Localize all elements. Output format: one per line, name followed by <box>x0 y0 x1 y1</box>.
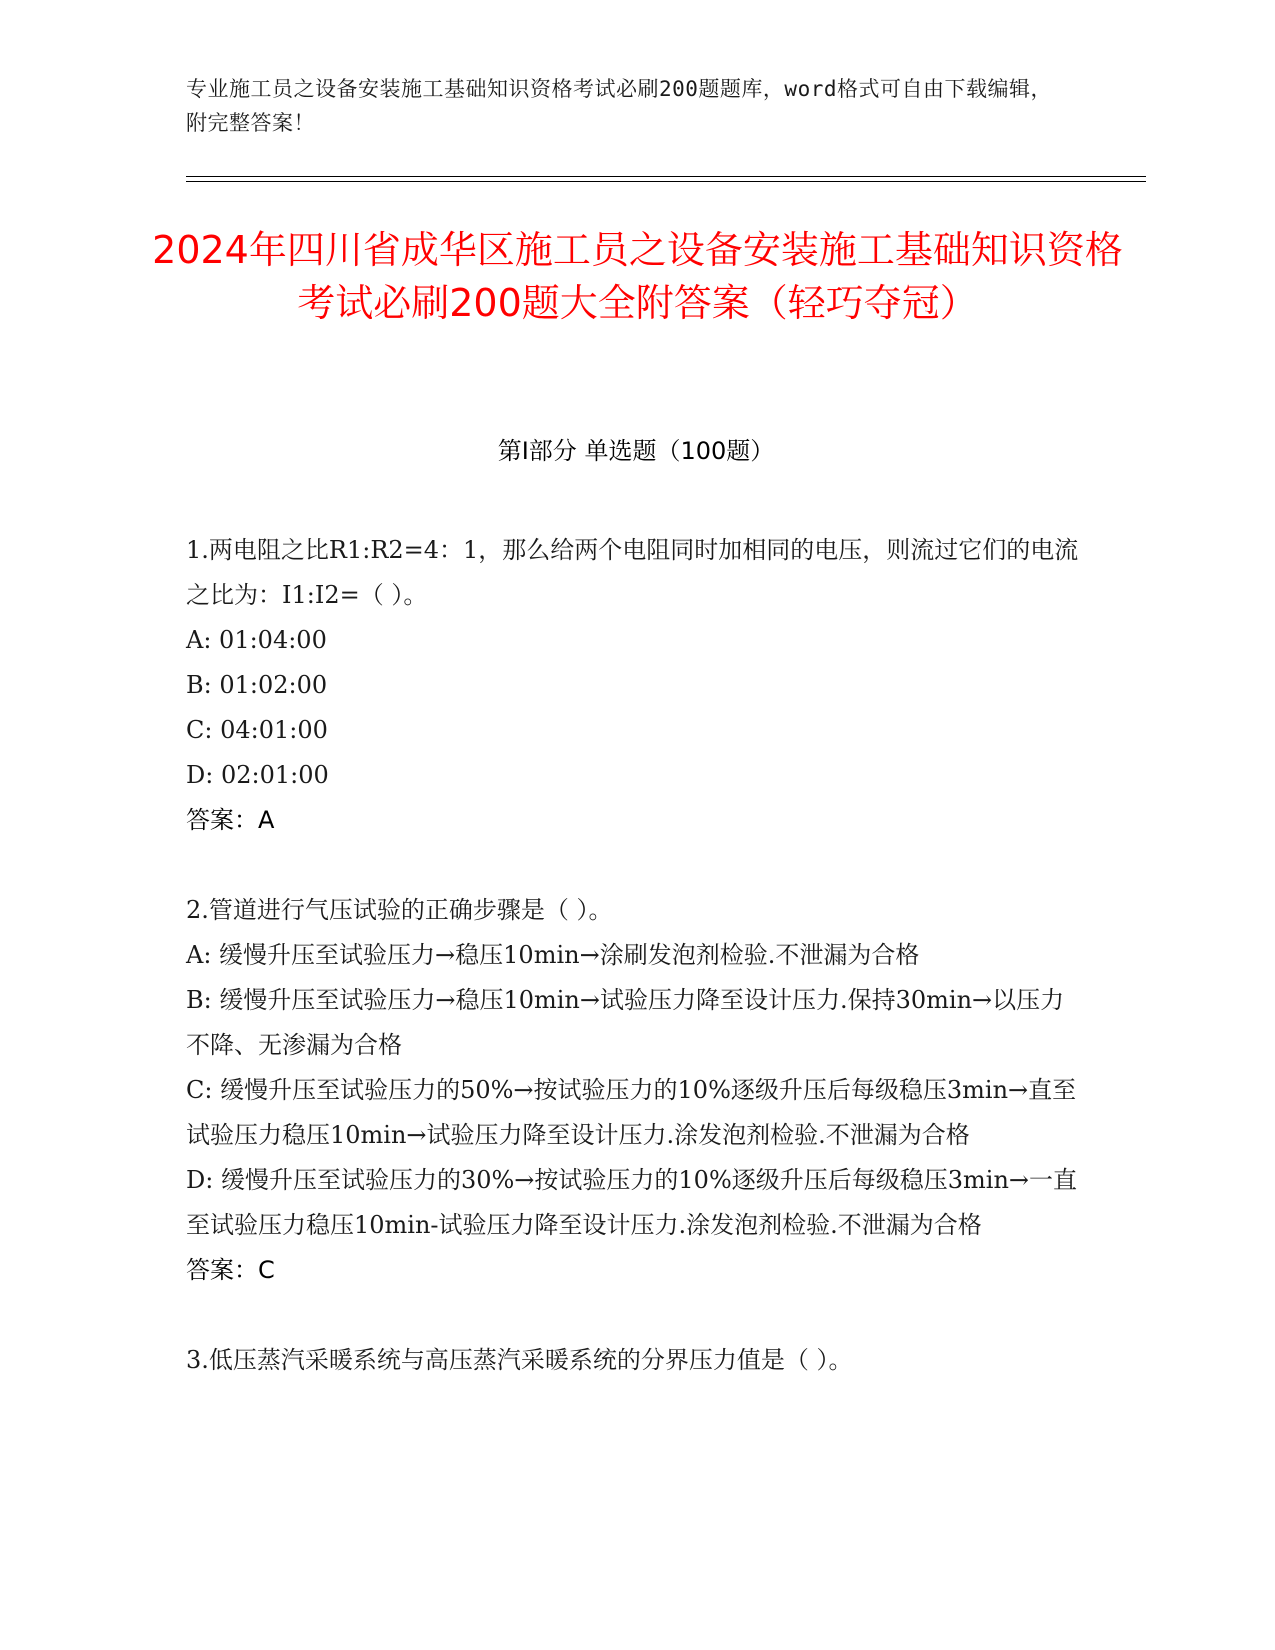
option-b: B: 01:02:00 <box>186 671 328 699</box>
option-c: C: 缓慢升压至试验压力的50%→按试验压力的10%逐级升压后每级稳压3min→直至试验压力稳压10min→试验压力降至设计压力.涂发泡剂检验.不泄漏为合格 <box>186 1076 1077 1149</box>
question-3 <box>186 1338 1086 1383</box>
document-title: 2024年四川省成华区施工员之设备安装施工基础知识资格考试必刷200题大全附答案（轻巧夺冠） <box>152 228 1123 325</box>
answer-label: 答案：C <box>186 1256 275 1284</box>
question-stem: 2.管道进行气压试验的正确步骤是（ ）。 <box>186 896 613 924</box>
option-d: D: 缓慢升压至试验压力的30%→按试验压力的10%逐级升压后每级稳压3min→一直至试验压力稳压10min-试验压力降至设计压力.涂发泡剂检验.不泄漏为合格 <box>186 1166 1078 1239</box>
option-a: A: 缓慢升压至试验压力→稳压10min→涂刷发泡剂检验.不泄漏为合格 <box>186 941 920 969</box>
header-rule-bottom <box>186 181 1146 182</box>
option-b: B: 缓慢升压至试验压力→稳压10min→试验压力降至设计压力.保持30min→以压力不降、无渗漏为合格 <box>186 986 1065 1059</box>
question-stem: 1.两电阻之比R1:R2=4：1，那么给两个电阻同时加相同的电压，则流过它们的电流之比为：I1:I2=（ ）。 <box>186 536 1079 609</box>
header-note: 专业施工员之设备安装施工基础知识资格考试必刷200题题库，word格式可自由下载编辑，附完整答案！ <box>186 77 1052 135</box>
answer-label: 答案：A <box>186 806 275 834</box>
question-stem: 3.低压蒸汽采暖系统与高压蒸汽采暖系统的分界压力值是（ ）。 <box>186 1346 853 1374</box>
question-list <box>186 528 1086 1383</box>
option-d: D: 02:01:00 <box>186 761 329 789</box>
question-spacer <box>186 1293 1086 1338</box>
option-a: A: 01:04:00 <box>186 626 327 654</box>
option-c: C: 04:01:00 <box>186 716 328 744</box>
question-2 <box>186 888 1086 1293</box>
question-1 <box>186 528 1086 843</box>
header-rule-top <box>186 176 1146 177</box>
section-heading: 第Ⅰ部分 单选题（100题） <box>497 437 775 465</box>
question-spacer <box>186 843 1086 888</box>
